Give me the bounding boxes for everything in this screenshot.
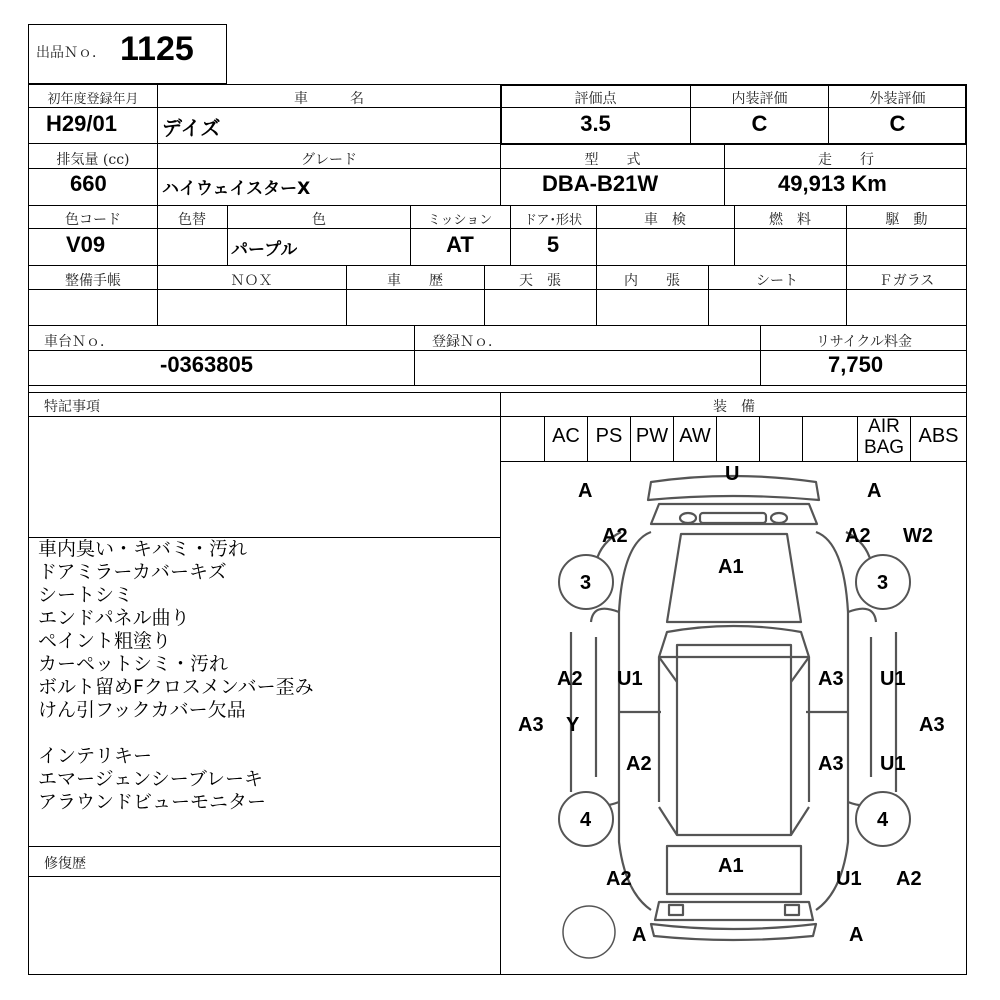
damage-tire-rl: 4 [580, 809, 592, 831]
color-code-label: 色コード [65, 212, 121, 228]
damage-hood: A1 [718, 556, 744, 578]
damage-front-right: A [867, 480, 882, 502]
note-line: アラウンドビューモニター [38, 791, 267, 813]
displacement-label: 排気量 (cc) [56, 152, 130, 168]
damage-quarter-left: A2 [606, 868, 632, 890]
damage-quarter-right: A2 [896, 868, 922, 890]
lot-number: 1125 [120, 30, 194, 68]
damage-floor: A2 [626, 753, 652, 775]
model-label: 型 式 [584, 152, 641, 168]
equipment-pw: PW [635, 425, 669, 447]
car-name-label: 車 名 [294, 91, 364, 107]
seat-label: シート [756, 273, 798, 289]
note-line: エマージェンシーブレーキ [38, 768, 264, 790]
mileage-value: 49,913 Km [778, 171, 887, 196]
damage-tire-rr: 4 [877, 809, 889, 831]
damage-rear-right: A [849, 924, 864, 946]
door-value: 5 [546, 232, 560, 257]
model-value: DBA-B21W [542, 171, 659, 196]
repaint-label: 色替 [178, 212, 206, 228]
damage-pillar-right: U1 [880, 668, 906, 690]
damage-sill-left-y: Y [566, 714, 580, 736]
note-line: ペイント粗塗り [38, 630, 172, 652]
recycle-label: リサイクル料金 [815, 334, 913, 350]
mission-value: AT [446, 232, 474, 257]
damage-tire-fr: 3 [877, 572, 889, 594]
interior-value: C [751, 111, 768, 136]
damage-fender-right-w: W2 [903, 525, 933, 547]
mission-label: ミッション [427, 213, 493, 228]
interior-label: 内装評価 [731, 91, 788, 107]
equipment-abs: ABS [918, 425, 959, 447]
lot-label: 出品Ｎｏ． [36, 45, 106, 61]
drive-label: 駆 動 [885, 212, 928, 228]
car-name-value: デイズ [162, 116, 221, 140]
color-value: パープル [231, 240, 298, 260]
first-reg-label: 初年度登録年月 [47, 92, 139, 107]
recycle-value: 7,750 [828, 352, 884, 377]
damage-quarter-right-u: U1 [836, 868, 862, 890]
displacement-value: 660 [70, 171, 107, 196]
note-line: けん引フックカバー欠品 [38, 699, 246, 721]
damage-door-left-front: U1 [617, 668, 643, 690]
damage-sill-right: A3 [919, 714, 945, 736]
damage-tire-fl: 3 [580, 572, 592, 594]
exterior-value: C [889, 111, 906, 136]
grade-value: ハイウェイスターX [162, 179, 311, 199]
damage-fender-right: A2 [845, 525, 871, 547]
note-line: エンドパネル曲り [38, 607, 190, 629]
inspection-label: 車 検 [644, 212, 686, 228]
equipment-aw: AW [679, 425, 711, 447]
equipment-airbag-bottom: BAG [863, 437, 905, 458]
mileage-label: 走 行 [818, 152, 874, 168]
door-label: ドア･形状 [523, 213, 583, 228]
damage-rear-left: A [632, 924, 647, 946]
first-reg-value: H29/01 [46, 111, 117, 136]
repair-label: 修復歴 [44, 856, 86, 872]
damage-door-right-rear: A3 [818, 753, 844, 775]
chassis-label: 車台Ｎｏ． [44, 334, 114, 350]
note-line: 車内臭い・キバミ・汚れ [38, 538, 248, 560]
fuel-label: 燃 料 [769, 212, 811, 228]
score-label: 評価点 [574, 91, 617, 107]
notes-list [38, 538, 496, 814]
damage-sill-left: A3 [518, 714, 544, 736]
damage-door-right-rear-u: U1 [880, 753, 906, 775]
note-line [38, 722, 496, 745]
fglass-label: Ｆガラス [878, 273, 935, 289]
equipment-label: 装 備 [713, 399, 755, 415]
grade-label: グレード [301, 152, 357, 168]
exterior-label: 外装評価 [869, 91, 926, 107]
equipment-airbag-top: AIR [868, 416, 900, 437]
history-label: 車 歴 [387, 273, 443, 289]
roof-label: 天 張 [519, 273, 561, 289]
color-code-value: V09 [66, 232, 106, 257]
color-label: 色 [312, 212, 326, 228]
damage-trunk: A1 [718, 855, 744, 877]
registration-label: 登録Ｎｏ． [432, 334, 502, 350]
note-line: カーペットシミ・汚れ [38, 653, 229, 675]
chassis-value: -0363805 [160, 352, 253, 377]
damage-door-right-front: A3 [818, 668, 844, 690]
equipment-ps: PS [595, 425, 623, 447]
damage-front-bumper: U [725, 463, 740, 485]
equipment-ac: AC [552, 425, 580, 447]
note-line: インテリキー [38, 745, 153, 767]
note-line: ボルト留めFクロスメンバー歪み [38, 676, 314, 698]
notes-label: 特記事項 [44, 399, 100, 415]
spare-tire [563, 906, 615, 958]
damage-fender-left: A2 [602, 525, 628, 547]
nox-label: ＮＯＸ [230, 273, 273, 289]
note-line: シートシミ [38, 584, 134, 606]
interior-roof-label: 内 張 [624, 273, 680, 289]
damage-front-left: A [578, 480, 593, 502]
record-label: 整備手帳 [65, 273, 121, 289]
note-line: ドアミラーカバーキズ [38, 561, 227, 583]
score-value: 3.5 [580, 111, 611, 136]
damage-pillar-left: A2 [557, 668, 583, 690]
